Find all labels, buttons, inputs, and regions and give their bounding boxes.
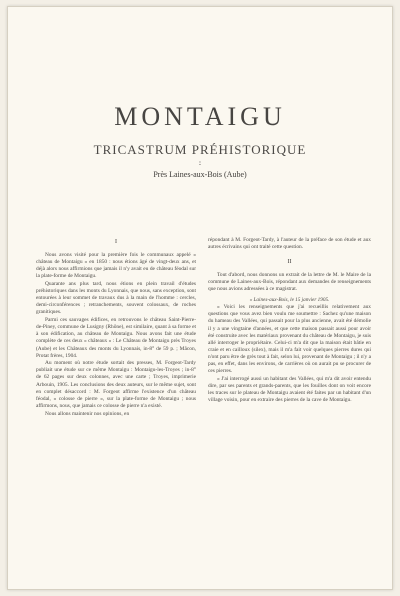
letter-paragraph: « J'ai interrogé aussi un habitant des Vallées, qui m'a dit avoir entendu dire, par ses parents et grands-parents, que les fouilles dont on voit encore les traces sur le plateau de Montaigu avaient été faites par un habitant d'un village voisin, pour en extraire des pierres de la cave de Montaigu. — [208, 375, 371, 404]
paragraph: Nous allons maintenir nos opinions, en — [45, 410, 130, 417]
right-column — [208, 237, 371, 405]
page-title: MONTAIGU — [114, 102, 286, 131]
paragraph: Nous avons visité pour la première fois le communaux appelé « château de Montaigu » en 1850 : nous étions âgé de vingt-deux ans, et déjà alors nous affirmions que jamais il n'y avait eu de château féodal sur la plate-forme de Montaigu. — [36, 252, 196, 280]
paragraph: Au moment où notre étude sortait des presses, M. Forgeot-Tardy publiait une étude sur ce même Montaigu : Montaigu-les-Troyes ; in-8° de 62 pages sur deux colonnes, avec une carte ; Troyes, imprimerie Arbouin, 1905. Les conclusions des deux auteurs, sur le même sujet, sont en complet désaccord : M. Forgeot affirme l'existence d'un château féodal, « colosse de pierre », sur la plate-forme de Montaigu ; nous affirmons, nous, que jamais ce colosse de pierre n'a existé. — [36, 360, 196, 409]
section-number-1: I — [115, 239, 117, 245]
title-separator: : — [198, 158, 202, 167]
letter-paragraph: « Voici les renseignements que j'ai recueillis relativement aux questions que vous avez bien voulu me soumettre : Sachez qu'une maison du hameau des Vallées, qui passait pour la plus ancienne, avait été démolie il y a une vingtaine d'années, et que cette maison passait aussi pour avoir été construite avec les matériaux provenant du château de Montaigu, je suis allé interroger le propriétaire. Celui-ci m'a dit que la maison était bâtie en craie et en cailloux (silex), mais il m'a fait voir quelques pierres dures qui n'ont paru être de grès tout à fait, selon lui, provenant de Montaigu ; il n'y a pas, en effet, dans les environs, de carrières où on aurait pu se procurer de ces pierres. — [208, 304, 371, 375]
left-column — [36, 237, 196, 418]
paragraph: Quarante ans plus tard, nous étions en plein travail d'études préhistoriques dans les monts du Lyonnais, que nous, sans exception, sont entourées à leur sommet de travaux dus à la main de l'homme : cercles, demi-circonférences ; retranchements, souvent colossaux, de roches granitiques. — [36, 281, 196, 316]
section-number-2: II — [287, 259, 292, 266]
location-line: Près Laines-aux-Bois (Aube) — [153, 170, 247, 179]
paragraph: Tout d'abord, nous donnons un extrait de la lettre de M. le Maire de la commune de Laines-aux-Bois, répondant aux demandes de renseignements que nous avions adressées à ce magistrat. — [208, 272, 371, 293]
letter-dateline: « Laines-aux-Bois, le 15 janvier 1905. — [249, 296, 330, 303]
document-page — [7, 6, 393, 590]
page-subtitle: TRICASTRUM PRÉHISTORIQUE — [93, 142, 307, 157]
paragraph: Parmi ces sauvages édifices, en retrouvons le château Saint-Pierre-de-Piney, commune de Lusigny (Rhône), est similaire, quant à sa forme et à son édification, au château de Montaigu. Nous avons fait une étude complète de ces deux « châteaux » : Le Château de Montaigu près Troyes (Aube) et les Châteaux des monts du Lyonnais, in-8° de 59 p. ; Mâcon, Protat frères, 1904. — [36, 317, 196, 359]
paragraph: répondant à M. Forgeot-Tardy, à l'auteur de la préface de son étude et aux autres écrivains qui ont traité cette question. — [208, 237, 371, 251]
